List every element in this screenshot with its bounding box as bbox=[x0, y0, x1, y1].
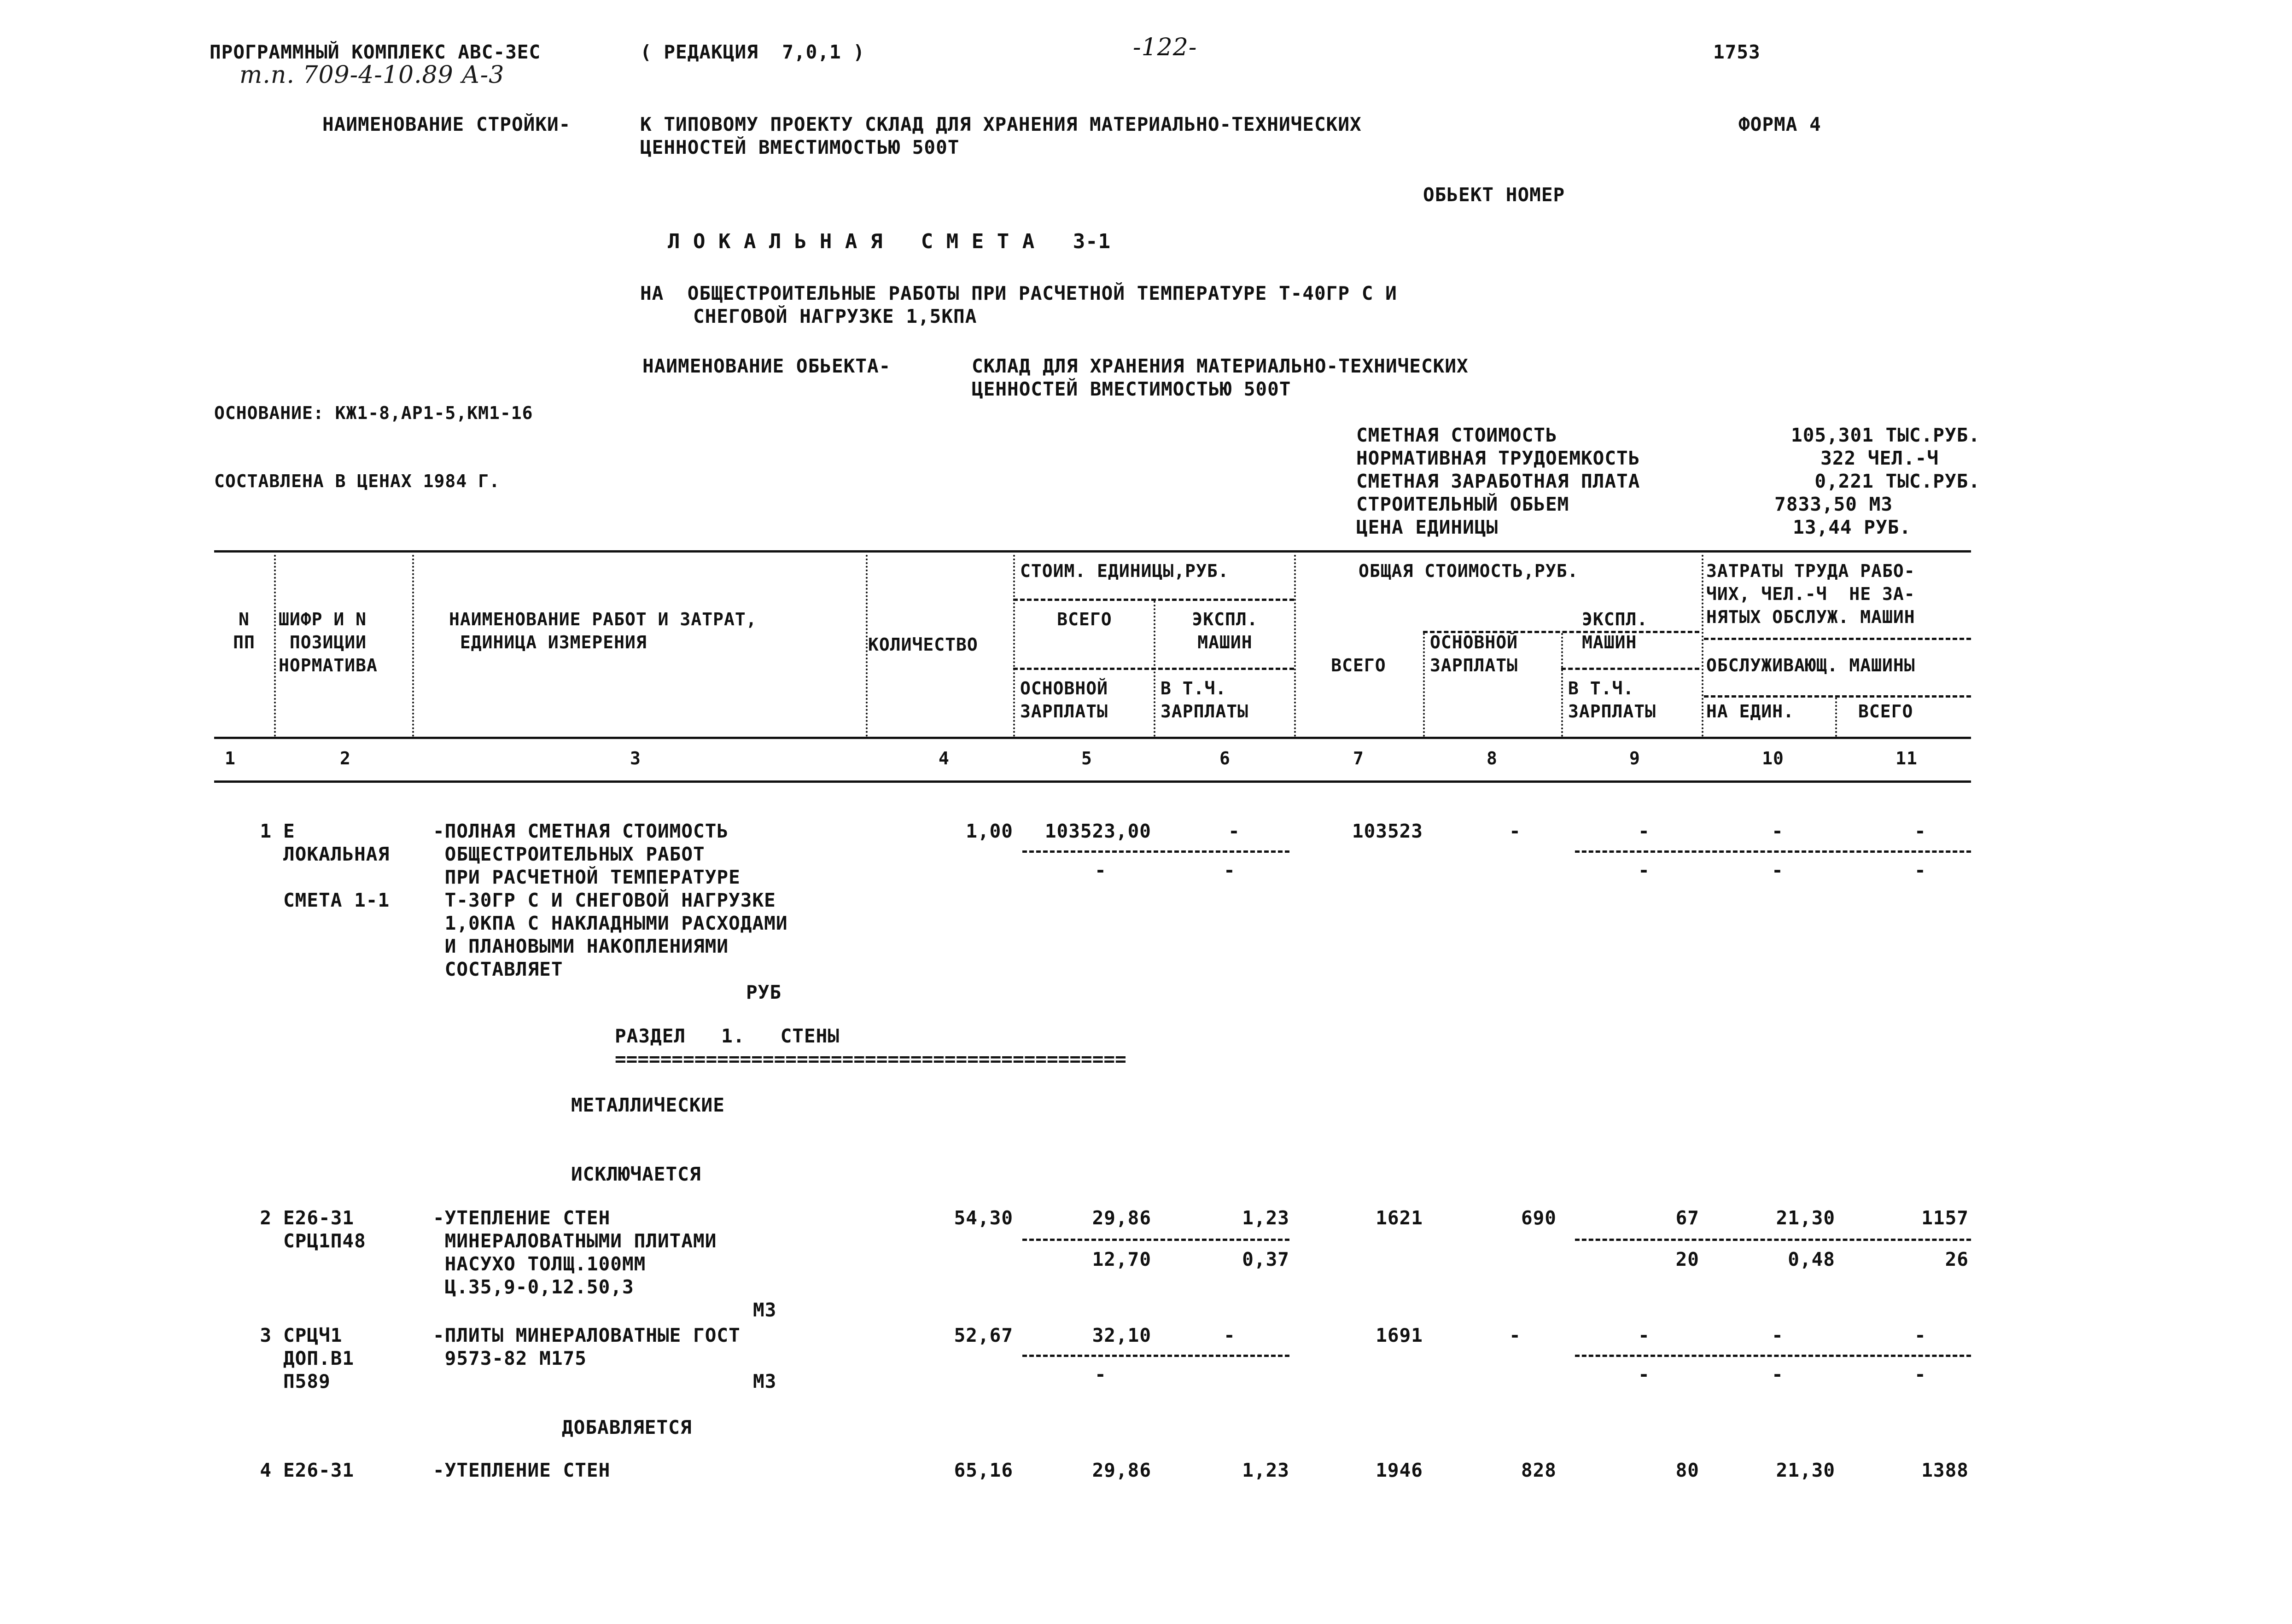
row-4-unit-exploit: 1,23 bbox=[1242, 1459, 1289, 1481]
row-1-n: 1 bbox=[260, 820, 272, 842]
col-header-unit-cost: СТОИМ. ЕДИНИЦЫ,РУБ. bbox=[1020, 561, 1229, 581]
col-header-labor: ЗАТРАТЫ ТРУДА РАБО- ЧИХ, ЧЕЛ.-Ч НЕ ЗА- НЯТЫХ ОБСЛУЖ. МАШИН bbox=[1706, 561, 1915, 627]
row-2-code: Е26-31 СРЦ1П48 bbox=[283, 1207, 366, 1252]
col-header-labor-total: ВСЕГО bbox=[1858, 701, 1913, 722]
summary-labor-label: НОРМАТИВНАЯ ТРУДОЕМКОСТЬ bbox=[1356, 447, 1640, 469]
col-header-total-cost: ОБЩАЯ СТОИМОСТЬ,РУБ. bbox=[1359, 561, 1579, 581]
col-header-unit-total: ВСЕГО bbox=[1057, 609, 1112, 629]
estimate-title: Л О К А Л Ь Н А Я С М Е Т А 3-1 bbox=[668, 230, 1111, 253]
col-header-qty: КОЛИЧЕСТВО bbox=[868, 634, 978, 655]
doc-number: 1753 bbox=[1713, 41, 1761, 63]
header-sub-rule-total-lower bbox=[1561, 668, 1699, 670]
col-header-labor-unit: НА ЕДИН. bbox=[1706, 701, 1795, 722]
row-1-rule bbox=[1022, 850, 1289, 853]
price-level: СОСТАВЛЕНА В ЦЕНАХ 1984 Г. bbox=[214, 471, 500, 491]
col-header-total-wage: ОСНОВНОЙ ЗАРПЛАТЫ bbox=[1430, 632, 1518, 675]
section-subtitle: МЕТАЛЛИЧЕСКИЕ bbox=[571, 1094, 725, 1116]
row-3-code: СРЦЧ1 ДОП.В1 П589 bbox=[283, 1324, 355, 1392]
col-header-n: N ПП bbox=[233, 609, 255, 652]
row-3-total: 1691 bbox=[1376, 1324, 1423, 1346]
summary-volume-label: СТРОИТЕЛЬНЫЙ ОБЬЕМ bbox=[1356, 493, 1569, 515]
row-1-qty: 1,00 bbox=[966, 820, 1013, 842]
row-1-unit-total: 103523,00 bbox=[1044, 820, 1151, 842]
section-title: РАЗДЕЛ 1. СТЕНЫ bbox=[615, 1025, 840, 1047]
object-label: НАИМЕНОВАНИЕ ОБЬЕКТА- bbox=[642, 355, 891, 377]
row-3-qty: 52,67 bbox=[954, 1324, 1013, 1346]
summary-wage-label: СМЕТНАЯ ЗАРАБОТНАЯ ПЛАТА bbox=[1356, 470, 1640, 492]
row-2-unit-exploit: 1,23 bbox=[1242, 1207, 1289, 1229]
row-3-labor-total-service: - bbox=[1914, 1363, 1926, 1385]
row-2-labor-unit: 21,30 bbox=[1776, 1207, 1835, 1229]
row-1-unit: РУБ bbox=[746, 981, 782, 1003]
row-3-n: 3 bbox=[260, 1324, 272, 1346]
row-1-name: -ПОЛНАЯ СМЕТНАЯ СТОИМОСТЬ ОБЩЕСТРОИТЕЛЬНЫХ РАБОТ ПРИ РАСЧЕТНОЙ ТЕМПЕРАТУРЕ Т-30ГР С И СНЕГОВОЙ НАГРУЗКЕ 1,0КПА С НАКЛАДНЫМИ РАСХОДАМИ И ПЛАНОВЫМИ НАКОПЛЕНИЯМИ СОСТАВЛЯЕТ bbox=[433, 820, 788, 980]
header-sub-rule-labor-lower bbox=[1704, 695, 1971, 698]
row-1-rule-right bbox=[1575, 850, 1971, 853]
col-number: 10 bbox=[1762, 748, 1784, 768]
page-number: -122- bbox=[1133, 34, 1197, 61]
col-header-name: НАИМЕНОВАНИЕ РАБОТ И ЗАТРАТ, ЕДИНИЦА ИЗМЕРЕНИЯ bbox=[449, 609, 757, 652]
col-number: 7 bbox=[1353, 748, 1364, 768]
row-4-labor-total: 1388 bbox=[1921, 1459, 1969, 1481]
col-sep-4 bbox=[1013, 555, 1015, 737]
construction-name-line1: К ТИПОВОМУ ПРОЕКТУ СКЛАД ДЛЯ ХРАНЕНИЯ МАТЕРИАЛЬНО-ТЕХНИЧЕСКИХ bbox=[640, 113, 1362, 135]
row-2-qty: 54,30 bbox=[954, 1207, 1013, 1229]
summary-unit-price-label: ЦЕНА ЕДИНИЦЫ bbox=[1356, 516, 1499, 538]
added-label: ДОБАВЛЯЕТСЯ bbox=[562, 1416, 692, 1438]
row-4-unit-total: 29,86 bbox=[1092, 1459, 1151, 1481]
col-header-unit-wage: ОСНОВНОЙ ЗАРПЛАТЫ bbox=[1020, 678, 1108, 722]
row-1-labor-unit-service: - bbox=[1772, 859, 1784, 881]
row-1-total-exploit: - bbox=[1638, 820, 1650, 842]
col-number: 8 bbox=[1487, 748, 1498, 768]
col-sep-2 bbox=[412, 555, 414, 737]
col-sep-7 bbox=[1423, 633, 1425, 737]
row-3-total-wage: - bbox=[1509, 1324, 1521, 1346]
row-3-unit: М3 bbox=[753, 1370, 777, 1392]
table-top-rule bbox=[214, 550, 1971, 553]
col-header-total-incl: В Т.Ч. ЗАРПЛАТЫ bbox=[1568, 678, 1656, 722]
row-4-labor-unit: 21,30 bbox=[1776, 1459, 1835, 1481]
row-4-n: 4 bbox=[260, 1459, 272, 1481]
row-3-labor-total: - bbox=[1914, 1324, 1926, 1346]
row-2-rule-right bbox=[1575, 1239, 1971, 1241]
row-4-total: 1946 bbox=[1376, 1459, 1423, 1481]
work-description-line2: СНЕГОВОЙ НАГРУЗКЕ 1,5КПА bbox=[693, 305, 977, 327]
col-number: 9 bbox=[1629, 748, 1640, 768]
row-1-unit-wage: - bbox=[1095, 859, 1107, 881]
row-1-labor-total: - bbox=[1914, 820, 1926, 842]
row-4-qty: 65,16 bbox=[954, 1459, 1013, 1481]
col-header-code: ШИФР И N ПОЗИЦИИ НОРМАТИВА bbox=[279, 609, 378, 675]
row-3-unit-total: 32,10 bbox=[1092, 1324, 1151, 1346]
col-header-labor-service: ОБСЛУЖИВАЮЩ. МАШИНЫ bbox=[1706, 655, 1915, 675]
row-2-total: 1621 bbox=[1376, 1207, 1423, 1229]
row-1-unit-exploit: - bbox=[1228, 820, 1240, 842]
row-2-total-wage: 690 bbox=[1521, 1207, 1557, 1229]
row-2-unit-incl: 0,37 bbox=[1242, 1248, 1289, 1270]
summary-wage-value: 0,221 ТЫС.РУБ. bbox=[1814, 470, 1980, 492]
col-sep-6 bbox=[1294, 555, 1296, 737]
table-header-bottom-rule bbox=[214, 737, 1971, 739]
row-3-total-incl: - bbox=[1638, 1363, 1650, 1385]
row-3-rule bbox=[1022, 1355, 1289, 1357]
col-header-total-exploit: ЭКСПЛ. МАШИН bbox=[1582, 609, 1648, 652]
row-2-unit: М3 bbox=[753, 1299, 777, 1321]
summary-labor-value: 322 ЧЕЛ.-Ч bbox=[1820, 447, 1939, 469]
col-number: 6 bbox=[1219, 748, 1231, 768]
row-2-n: 2 bbox=[260, 1207, 272, 1229]
col-number: 3 bbox=[630, 748, 641, 768]
object-name-line2: ЦЕННОСТЕЙ ВМЕСТИМОСТЬЮ 500Т bbox=[972, 378, 1291, 400]
summary-estimated-cost-value: 105,301 ТЫС.РУБ. bbox=[1791, 424, 1980, 446]
row-1-total-wage: - bbox=[1509, 820, 1521, 842]
col-sep-1 bbox=[274, 555, 276, 737]
construction-label: НАИМЕНОВАНИЕ СТРОЙКИ- bbox=[322, 113, 571, 135]
summary-volume-value: 7833,50 М3 bbox=[1774, 493, 1893, 515]
row-2-total-incl: 20 bbox=[1675, 1248, 1699, 1270]
row-4-total-exploit: 80 bbox=[1675, 1459, 1699, 1481]
col-sep-10 bbox=[1835, 698, 1837, 737]
header-sub-rule-labor bbox=[1704, 638, 1971, 640]
work-description-line1: НА ОБЩЕСТРОИТЕЛЬНЫЕ РАБОТЫ ПРИ РАСЧЕТНОЙ ТЕМПЕРАТУРЕ Т-40ГР С И bbox=[640, 282, 1397, 304]
row-4-total-wage: 828 bbox=[1521, 1459, 1557, 1481]
summary-unit-price-value: 13,44 РУБ. bbox=[1793, 516, 1911, 538]
row-3-name: -ПЛИТЫ МИНЕРАЛОВАТНЫЕ ГОСТ 9573-82 М175 bbox=[433, 1324, 741, 1369]
summary-estimated-cost-label: СМЕТНАЯ СТОИМОСТЬ bbox=[1356, 424, 1557, 446]
col-number: 2 bbox=[340, 748, 351, 768]
section-underline: ============================================= bbox=[615, 1048, 1126, 1070]
row-1-unit-incl: - bbox=[1224, 859, 1236, 881]
col-sep-8 bbox=[1561, 633, 1563, 737]
col-number: 1 bbox=[225, 748, 236, 768]
row-2-labor-unit-service: 0,48 bbox=[1788, 1248, 1835, 1270]
basis: ОСНОВАНИЕ: КЖ1-8,АР1-5,КМ1-16 bbox=[214, 403, 533, 423]
row-4-code: Е26-31 bbox=[283, 1459, 355, 1481]
row-2-unit-wage: 12,70 bbox=[1092, 1248, 1151, 1270]
row-1-total-incl: - bbox=[1638, 859, 1650, 881]
row-3-unit-exploit: - bbox=[1224, 1324, 1236, 1346]
col-number: 5 bbox=[1081, 748, 1092, 768]
object-number: ОБЬЕКТ НОМЕР bbox=[1423, 184, 1565, 206]
handwritten-reference: т.п. 709-4-10.89 А-3 bbox=[239, 61, 505, 89]
row-3-labor-unit: - bbox=[1772, 1324, 1784, 1346]
row-2-rule bbox=[1022, 1239, 1289, 1241]
col-header-unit-exploit: ЭКСПЛ. МАШИН bbox=[1192, 609, 1258, 652]
row-2-name: -УТЕПЛЕНИЕ СТЕН МИНЕРАЛОВАТНЫМИ ПЛИТАМИ НАСУХО ТОЛЩ.100ММ Ц.35,9-0,12.50,3 bbox=[433, 1207, 717, 1298]
row-3-unit-wage: - bbox=[1095, 1363, 1107, 1385]
construction-name-line2: ЦЕННОСТЕЙ ВМЕСТИМОСТЬЮ 500Т bbox=[640, 136, 960, 158]
col-sep-3 bbox=[866, 555, 868, 737]
column-number-bottom-rule bbox=[214, 780, 1971, 783]
form-number: ФОРМА 4 bbox=[1738, 113, 1821, 135]
row-1-labor-total-service: - bbox=[1914, 859, 1926, 881]
object-name-line1: СКЛАД ДЛЯ ХРАНЕНИЯ МАТЕРИАЛЬНО-ТЕХНИЧЕСКИХ bbox=[972, 355, 1469, 377]
row-1-total: 103523 bbox=[1352, 820, 1423, 842]
col-number: 4 bbox=[939, 748, 950, 768]
col-header-total-all: ВСЕГО bbox=[1331, 655, 1386, 675]
program-name: ПРОГРАММНЫЙ КОМПЛЕКС АВС-ЗЕС bbox=[210, 41, 541, 63]
col-sep-9 bbox=[1702, 555, 1703, 737]
col-header-unit-incl: В Т.Ч. ЗАРПЛАТЫ bbox=[1161, 678, 1249, 722]
row-3-rule-right bbox=[1575, 1355, 1971, 1357]
row-4-name: -УТЕПЛЕНИЕ СТЕН bbox=[433, 1459, 611, 1481]
row-1-code: Е ЛОКАЛЬНАЯ СМЕТА 1-1 bbox=[283, 820, 390, 911]
row-2-unit-total: 29,86 bbox=[1092, 1207, 1151, 1229]
excluded-label: ИСКЛЮЧАЕТСЯ bbox=[571, 1163, 701, 1185]
col-sep-5 bbox=[1154, 601, 1155, 737]
row-3-total-exploit: - bbox=[1638, 1324, 1650, 1346]
edition: ( РЕДАКЦИЯ 7,0,1 ) bbox=[640, 41, 865, 63]
col-number: 11 bbox=[1895, 748, 1918, 768]
row-2-total-exploit: 67 bbox=[1675, 1207, 1699, 1229]
row-3-labor-unit-service: - bbox=[1772, 1363, 1784, 1385]
row-2-labor-total: 1157 bbox=[1921, 1207, 1969, 1229]
row-1-labor-unit: - bbox=[1772, 820, 1784, 842]
row-2-labor-total-service: 26 bbox=[1945, 1248, 1969, 1270]
